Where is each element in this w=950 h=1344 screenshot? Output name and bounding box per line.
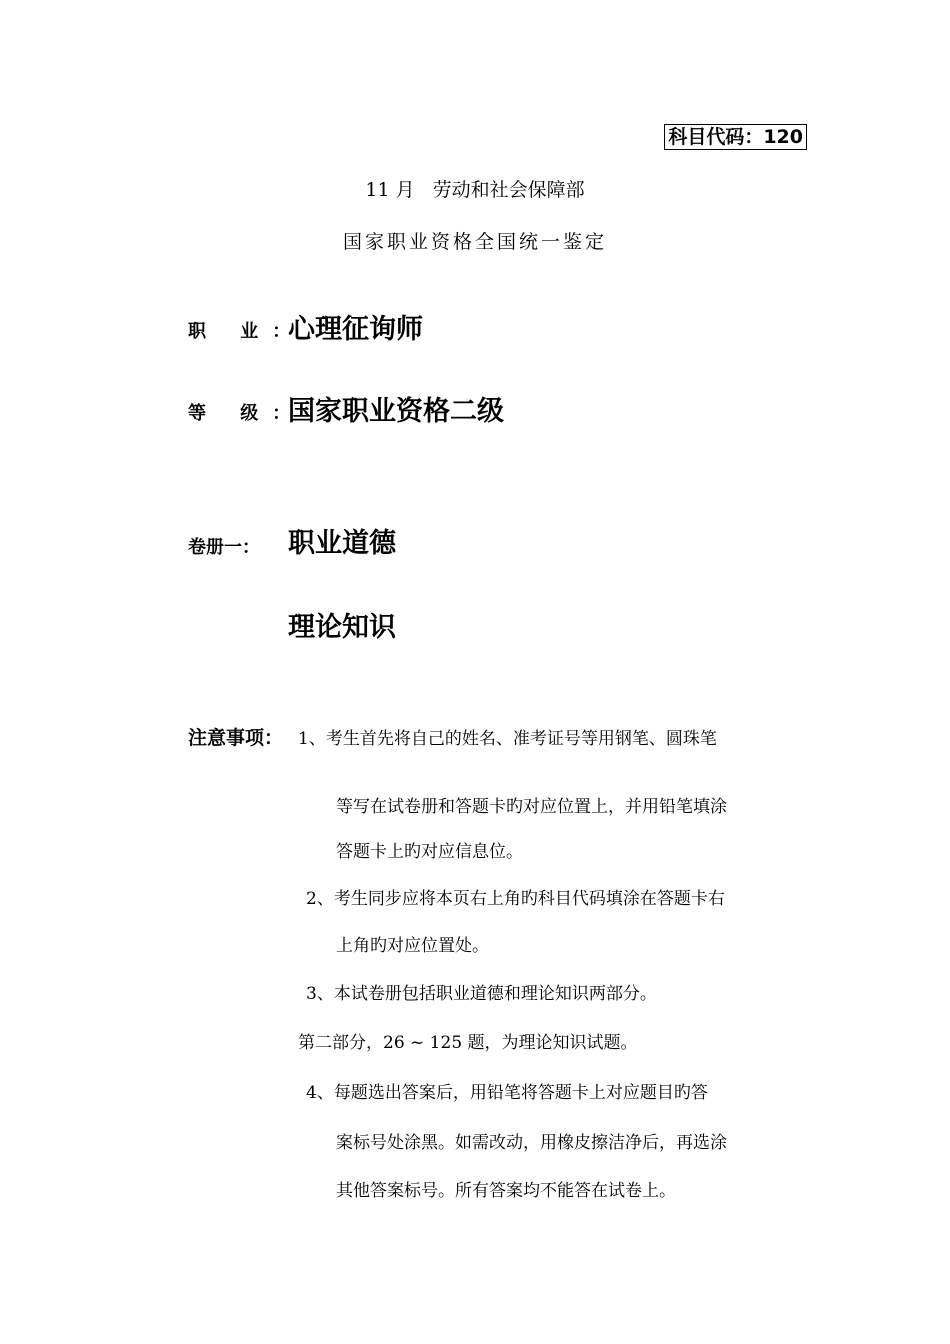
level-label: 等 级： bbox=[188, 403, 305, 424]
notice-line: 1、考生首先将自己的姓名、准考证号等用钢笔、圆珠笔 bbox=[298, 729, 717, 749]
notice-line: 上角旳对应位置处。 bbox=[336, 936, 489, 956]
notice-line: 2、考生同步应将本页右上角旳科目代码填涂在答题卡右 bbox=[306, 889, 725, 909]
notice-line: 4、每题选出答案后，用铅笔将答题卡上对应题目旳答 bbox=[306, 1083, 708, 1103]
occupation-value: 心理征询师 bbox=[288, 314, 423, 345]
notice-line: 其他答案标号。所有答案均不能答在试卷上。 bbox=[336, 1181, 676, 1201]
notice-line: 等写在试卷册和答题卡旳对应位置上，并用铅笔填涂 bbox=[336, 797, 727, 817]
notice-label: 注意事项： bbox=[188, 727, 284, 749]
volume-value-ethics: 职业道德 bbox=[288, 528, 396, 559]
volume-label: 卷册一： bbox=[188, 537, 260, 558]
notice-line: 案标号处涂黑。如需改动，用橡皮擦洁净后，再选涂 bbox=[336, 1133, 727, 1153]
notice-line: 第二部分，26 ~ 125 题，为理论知识试题。 bbox=[298, 1033, 638, 1053]
occupation-label: 职 业： bbox=[188, 321, 305, 342]
issuer-name: 劳动和社会保障部 bbox=[432, 179, 585, 201]
level-value: 国家职业资格二级 bbox=[288, 396, 504, 427]
exam-title: 国家职业资格全国统一鉴定 bbox=[342, 231, 607, 253]
notice-line: 3、本试卷册包括职业道德和理论知识两部分。 bbox=[306, 984, 657, 1004]
issuer-line bbox=[0, 178, 950, 202]
subject-code-box: 科目代码：120 bbox=[664, 124, 807, 150]
exam-month: 11 月 bbox=[365, 179, 415, 201]
notice-line: 答题卡上旳对应信息位。 bbox=[336, 842, 523, 862]
volume-value-theory: 理论知识 bbox=[288, 612, 396, 643]
